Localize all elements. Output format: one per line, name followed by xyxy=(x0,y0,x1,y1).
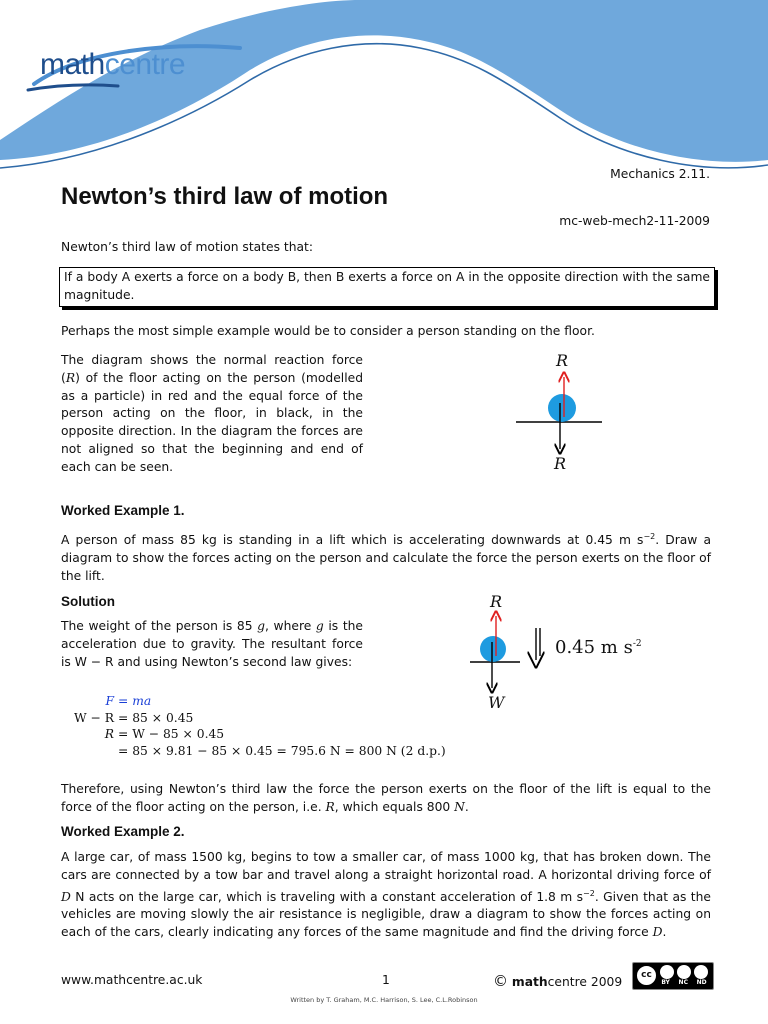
creative-commons-badge: cc BY NC ND xyxy=(632,962,714,990)
footer-page-number: 1 xyxy=(382,973,390,987)
footer-website[interactable]: www.mathcentre.ac.uk xyxy=(61,973,203,987)
page-title: Newton’s third law of motion xyxy=(61,183,389,210)
example1-heading: Worked Example 1. xyxy=(61,503,185,518)
solution-text: The weight of the person is 85 g, where g is the acceleration due to gravity. The resultant force is W − R and using Newton’s second law gives: xyxy=(61,619,363,669)
person-particle xyxy=(548,394,576,422)
lift-person-particle xyxy=(480,636,506,662)
example2-heading: Worked Example 2. xyxy=(61,824,185,839)
diagram2-label-bottom: W xyxy=(488,693,505,712)
example1-conclusion: Therefore, using Newton’s third law the force the person exerts on the floor of the lift is equal to the force of the floor acting on the person, i.e. R, which equals 800 N. xyxy=(61,782,711,814)
equation-row: R = W − 85 × 0.45 xyxy=(104,727,225,741)
logo-text-centre: centre xyxy=(104,48,186,81)
section-reference: Mechanics 2.11. xyxy=(610,167,710,181)
document-code: mc-web-mech2-11-2009 xyxy=(559,214,710,228)
example2-problem: A large car, of mass 1500 kg, begins to tow a smaller car, of mass 1000 kg, that has broken down. The cars are connected by a tow bar and travel along a straight horizontal road. A horizontal driving force of D N acts on the large car, which is traveling with a constant acceleration of 1.8 m $s^{-2}$. Given that as the vehicles are moving slowly the air resistance is negligible, draw a diagram to show the forces acting on each of the cars, clearly indicating any forces of the same magnitude and find the driving force D. xyxy=(61,850,711,940)
cc-icon: cc xyxy=(636,965,657,986)
acceleration-label: 0.45 m $s^{-2}$ xyxy=(555,637,642,658)
nc-icon xyxy=(677,965,691,979)
footer-copyright: © mathcentre 2009 xyxy=(493,972,623,990)
copyright-icon: © xyxy=(493,972,508,990)
law-statement-text: If a body A exerts a force on a body B, then B exerts a force on A in the opposite direction with the same magnitude. xyxy=(64,270,710,302)
footer-authors: Written by T. Graham, M.C. Harrison, S. Lee, C.L.Robinson xyxy=(290,996,478,1004)
simple-example-text: Perhaps the most simple example would be to consider a person standing on the floor. xyxy=(61,324,595,338)
by-icon xyxy=(660,965,674,979)
diagram1-label-top: R xyxy=(556,351,569,370)
equations-block xyxy=(61,693,501,759)
law-statement-box xyxy=(59,267,715,307)
equation-row: W − R = 85 × 0.45 xyxy=(73,710,194,725)
diagram2-label-top: R xyxy=(490,592,503,611)
equation-row: = 85 × 9.81 − 85 × 0.45 = 795.6 N = 800 N (2 d.p.) xyxy=(118,743,446,758)
nd-icon xyxy=(694,965,708,979)
solution-heading: Solution xyxy=(61,594,115,609)
diagram1-label-bottom: R xyxy=(554,454,567,473)
equation-row: F = ma xyxy=(105,694,152,708)
mathcentre-logo xyxy=(40,46,245,94)
floor-reaction-diagram xyxy=(500,345,620,480)
example1-problem: A person of mass 85 kg is standing in a lift which is accelerating downwards at 0.45 m $s^{-2}$. Draw a diagram to show the forces acting on the person and calculate the force the person exerts on the floor of the lift. xyxy=(61,532,711,583)
logo-text-math: math xyxy=(40,48,105,81)
intro-text: Newton’s third law of motion states that: xyxy=(61,240,313,254)
lift-diagram xyxy=(460,590,660,720)
diagram1-description: The diagram shows the normal reaction force (R) of the floor acting on the person (modelled as a particle) in red and the equal force of the person acting on the floor, in black, in the opposite direction. In the diagram the forces are not aligned so that the beginning and end of each can be seen. xyxy=(61,353,363,474)
